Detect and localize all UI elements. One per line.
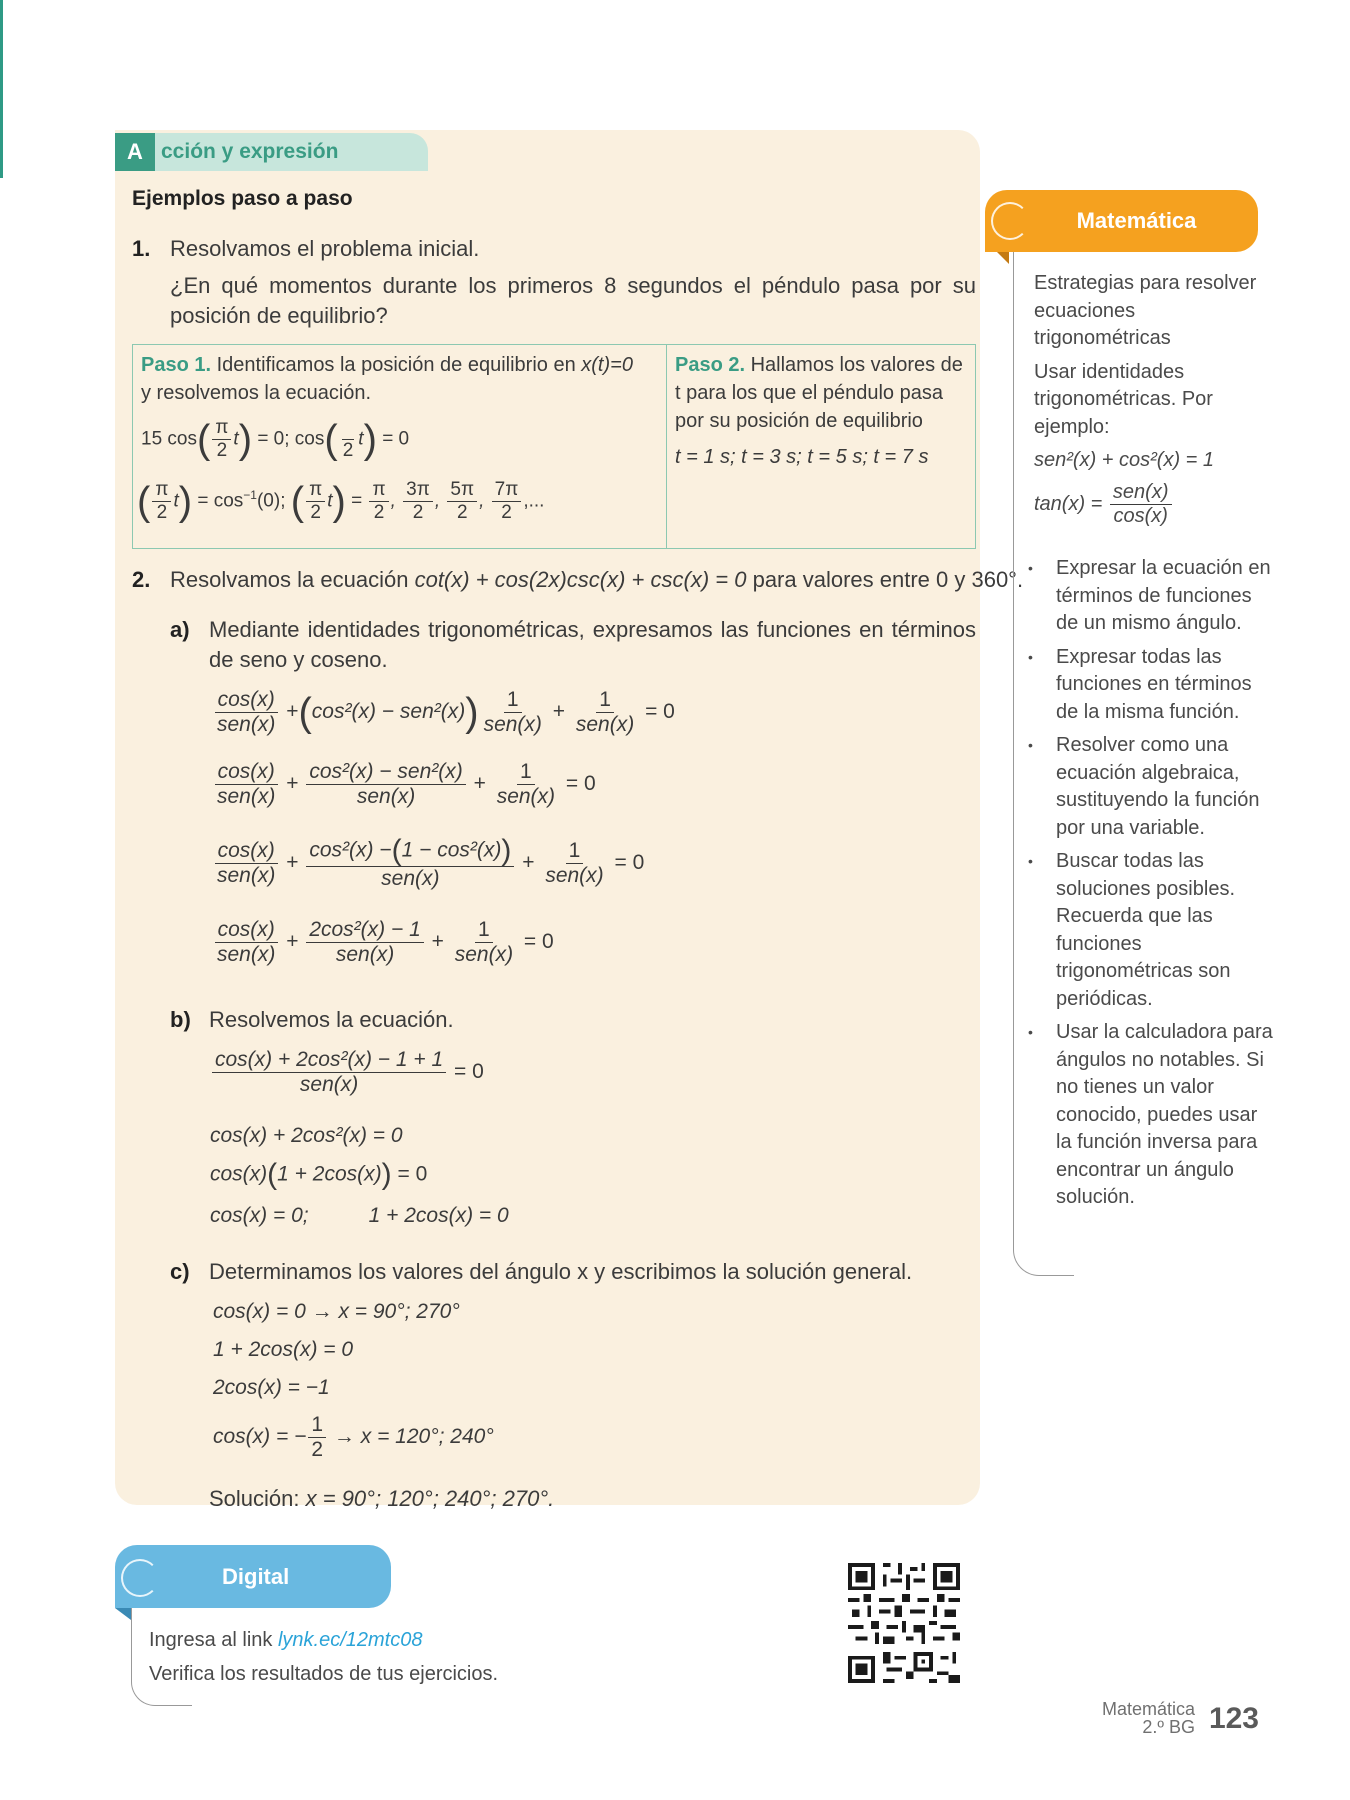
item1-title: Resolvamos el problema inicial. (170, 236, 480, 261)
part-a-equation-3: $\frac{\cos(x)}{\text{sen(x)}}$ + $\frac{\text{cos²(x) −(1 − cos²(x))}}{\text{sen(x)}}$ + $\frac{1}{\text{sen(x)}}$ = 0 (212, 836, 644, 891)
sidebar-bullet: • Buscar todas las soluciones posibles. Recuerda que las funciones trigonométricas son periódicas. (1028, 850, 1235, 1010)
digital-header (115, 1545, 391, 1608)
digital-title: Digital (222, 1563, 290, 1589)
sidebar-bullet: • Usar la calculadora para ángulos no notables. Si no tienes un valor conocido, puedes usar la función inversa para encontrar un ángulo solución. (1028, 1021, 1273, 1208)
step1-label: Paso 1. (141, 354, 212, 376)
sidebar-identity-2: tan(x) = $\frac{\text{sen(x)}}{\cos(x)}$ (1034, 481, 1264, 528)
step1-text: Paso 1. Identificamos la posición de equilibrio en x(t)=0 y resolvemos la ecuación. (141, 354, 633, 404)
part-b-text: Resolvemos la ecuación. (209, 1007, 454, 1032)
page-number: 123 (1208, 1702, 1259, 1735)
sidebar-header (985, 190, 1258, 252)
step2-label: Paso 2. (675, 354, 746, 376)
item1-question: ¿En qué momentos durante los primeros 8 segundos el péndulo pasa por su posición de equilibrio? (170, 273, 976, 328)
part-b-label: b) (170, 1007, 191, 1032)
sidebar-identities-intro: Usar identidades trigonométricas. Por ejemplo: (1034, 360, 1213, 438)
steps-table (132, 344, 976, 549)
item2-statement: Resolvamos la ecuación cot(x) + cos(2x)csc(x) + csc(x) = 0 para valores entre 0 y 360°. (170, 567, 1024, 592)
part-c-line-2: 1 + 2cos(x) = 0 (213, 1338, 354, 1361)
step1-equation-2: ( $\frac{\pi}{2}$ $t) = \cos^{-1}(0)$; ( $\frac{\pi}{2}$ t) = $\frac{\pi}{2}$ , $\frac{3\pi}{2}$ , $\frac{5\pi}{2}$ , $\frac{7\pi}{2}$ ,... (137, 479, 545, 524)
sidebar-body (1034, 270, 1264, 534)
part-c-line-3: 2cos(x) = −1 (213, 1376, 330, 1399)
sidebar-title: Matemática (1076, 208, 1197, 233)
c-logo-icon (121, 1559, 159, 1597)
part-a-equation-2: $\frac{\cos(x)}{\text{sen(x)}}$ + $\frac{\text{cos²(x) − sen²(x)}}{\text{sen(x)}}$ + $\frac{1}{\text{sen(x)}}$ = 0 (212, 760, 596, 809)
part-b-equation-3: cos(x)(1 + 2cos(x)) = 0 (210, 1158, 428, 1191)
sidebar-bullet-list (1028, 555, 1278, 1218)
part-a-equation-4: $\frac{\cos(x)}{\text{sen(x)}}$ + $\frac{\text{2cos²(x) − 1}}{\text{sen(x)}}$ + $\frac{1}{\text{sen(x)}}$ = 0 (212, 918, 554, 967)
digital-fold (115, 1608, 131, 1620)
digital-body: Ingresa al link lynk.ec/12mtc08 Verifica los resultados de tus ejercicios. (149, 1623, 498, 1691)
footer-subject: Matemática (1101, 1699, 1195, 1719)
step1-cell (133, 345, 667, 548)
digital-instructions: Verifica los resultados de tus ejercicios. (149, 1663, 499, 1685)
part-c-label: c) (170, 1259, 190, 1284)
item2-number: 2. (132, 567, 151, 592)
part-a-equation-1: $\frac{\cos(x)}{\text{sen(x)}}$ +(cos²(x) − sen²(x)) $\frac{1}{\text{sen(x)}}$ + $\frac{1}{\text{sen(x)}}$ = 0 (212, 688, 675, 737)
part-c-solution: Solución: x = 90°; 120°; 240°; 270°. (209, 1486, 555, 1511)
examples-heading: Ejemplos paso a paso (132, 187, 353, 210)
step2-solution: t = 1 s; t = 3 s; t = 5 s; t = 7 s (675, 446, 929, 468)
sidebar-bullet: • Expresar todas las funciones en términos de la misma función. (1028, 645, 1252, 723)
page-edge-marker (0, 0, 3, 178)
part-c-text: Determinamos los valores del ángulo x y escribimos la solución general. (209, 1259, 913, 1284)
step1-equation-1: 15 cos( $\frac{\pi}{2}$ t) = 0; cos( 2 t) = 0 (141, 417, 410, 462)
section-tab-title: cción y expresión (161, 140, 339, 163)
sidebar-intro: Estrategias para resolver ecuaciones trigonométricas (1034, 272, 1257, 349)
part-a-text: Mediante identidades trigonométricas, expresamos las funciones en términos de seno y coseno. (209, 617, 976, 672)
part-b-equation-4: cos(x) = 0; 1 + 2cos(x) = 0 (210, 1204, 509, 1227)
action-expression-card (115, 130, 980, 1505)
part-b-equation-1: $\frac{\text{cos(x) + 2cos²(x) − 1 + 1}}{\text{sen(x)}}$ = 0 (210, 1048, 484, 1097)
step2-cell (667, 345, 975, 548)
section-tab-letter: A (115, 133, 155, 171)
step2-text: Paso 2. Hallamos los valores de t para los que el péndulo pasa por su posición de equilibrio (675, 354, 963, 432)
section-tab (115, 133, 428, 171)
part-c-line-1: cos(x) = 0 → x = 90°; 270° (213, 1300, 460, 1323)
part-a-label: a) (170, 617, 190, 642)
sidebar-fold (997, 252, 1009, 264)
footer-grade: 2.º BG (1142, 1717, 1195, 1737)
part-c-line-4: cos(x) = − $\frac{1}{2}$ → x = 120°; 240° (213, 1413, 494, 1462)
qr-code-icon[interactable] (848, 1563, 960, 1683)
part-b-equation-2: cos(x) + 2cos²(x) = 0 (210, 1124, 403, 1147)
digital-link[interactable]: lynk.ec/12mtc08 (277, 1629, 423, 1651)
c-logo-icon (991, 202, 1029, 240)
page-footer (1050, 1700, 1265, 1740)
sidebar-bullet: • Resolver como una ecuación algebraica, sustituyendo la función por una variable. (1028, 734, 1260, 839)
sidebar-identity-1: sen²(x) + cos²(x) = 1 (1034, 449, 1215, 471)
sidebar-bullet: • Expresar la ecuación en términos de funciones de un mismo ángulo. (1028, 557, 1271, 634)
item1-number: 1. (132, 236, 151, 261)
